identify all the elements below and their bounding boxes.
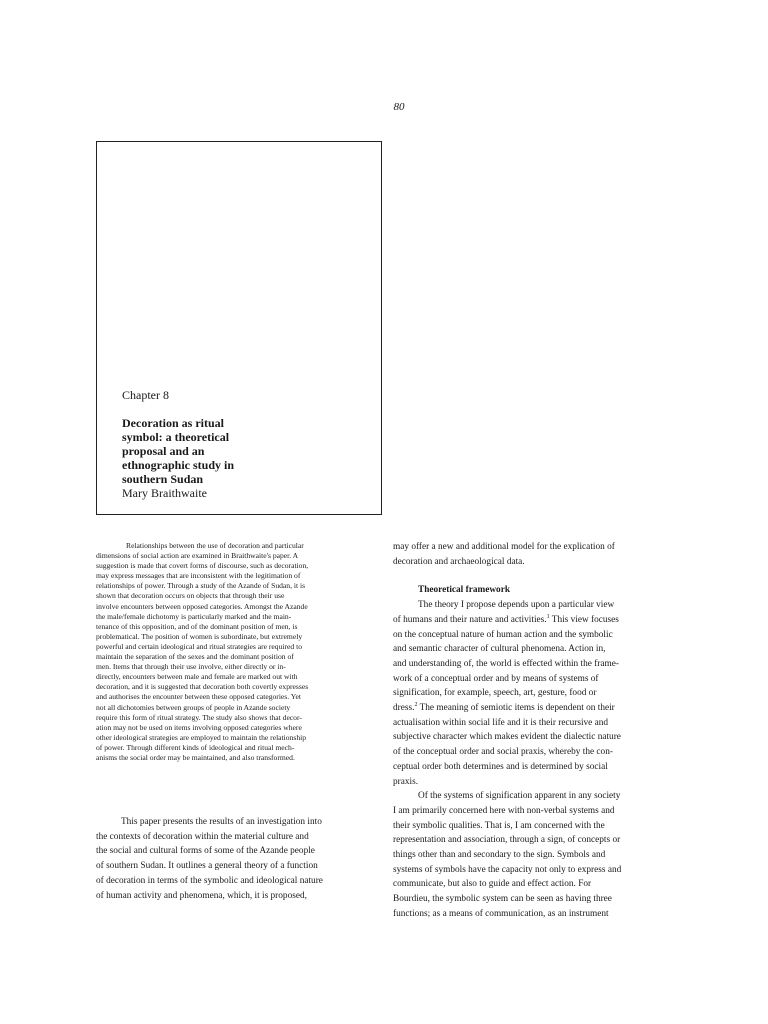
chapter-title-line: Decoration as ritual bbox=[122, 416, 224, 430]
body-text-run: This view focuses bbox=[549, 614, 619, 625]
body-line: on the conceptual nature of human action and the symbolic bbox=[393, 629, 613, 640]
body-line: systems of symbols have the capacity not only to express and bbox=[393, 864, 622, 875]
abstract-line: not all dichotomies between groups of people in Azande society bbox=[96, 702, 291, 712]
abstract-line: require this form of ritual strategy. The study also shows that decor- bbox=[96, 712, 302, 722]
body-line: ceptual order both determines and is determined by social bbox=[393, 761, 608, 772]
chapter-label: Chapter 8 bbox=[122, 388, 169, 402]
body-line bbox=[393, 701, 677, 716]
abstract-line: other ideological strategies are employed to maintain the relationship bbox=[96, 732, 307, 742]
body-line: of human activity and phenomena, which, it is proposed, bbox=[96, 890, 307, 901]
chapter-title-line: southern Sudan bbox=[122, 472, 204, 486]
body-line: the social and cultural forms of some of the Azande people bbox=[96, 846, 315, 857]
body-line: Of the systems of signification apparent in any society bbox=[418, 791, 621, 802]
section-heading: Theoretical framework bbox=[418, 585, 510, 596]
body-line: This paper presents the results of an investigation into bbox=[121, 817, 322, 827]
body-line: of decoration in terms of the symbolic and ideological nature bbox=[96, 875, 323, 886]
body-line: of southern Sudan. It outlines a general theory of a function bbox=[96, 861, 318, 872]
abstract-line: and authorises the encounter between these opposed categories. Yet bbox=[96, 692, 301, 702]
abstract bbox=[96, 541, 380, 763]
body-line: decoration and archaeological data. bbox=[393, 556, 525, 567]
abstract-line: Relationships between the use of decoration and particular bbox=[126, 541, 304, 550]
body-line: subjective character which makes evident the dialectic nature bbox=[393, 732, 621, 743]
body-line: their symbolic qualities. That is, I am concerned with the bbox=[393, 820, 605, 831]
body-line: and semantic character of cultural phenomena. Action in, bbox=[393, 644, 606, 655]
chapter-title bbox=[122, 416, 362, 486]
abstract-line: of power. Through different kinds of ideological and ritual mech- bbox=[96, 742, 295, 752]
body-line: communicate, but also to guide and effect action. For bbox=[393, 879, 592, 890]
body-line: things other than and secondary to the sign. Symbols and bbox=[393, 850, 606, 861]
abstract-line: suggestion is made that covert forms of discourse, such as decoration, bbox=[96, 561, 309, 571]
footnote-ref: 1 bbox=[546, 613, 550, 620]
body-line: and understanding of, the world is effected within the frame- bbox=[393, 658, 619, 669]
chapter-title-line: proposal and an bbox=[122, 444, 205, 458]
abstract-line: maintain the separation of the sexes and the dominant position of bbox=[96, 652, 294, 662]
abstract-line: may express messages that are inconsistent with the legitimation of bbox=[96, 571, 301, 581]
body-line: praxis. bbox=[393, 776, 419, 787]
abstract-line: men. Items that through their use involve, either directly or in- bbox=[96, 662, 286, 672]
body-line: signification, for example, speech, art, gesture, food or bbox=[393, 688, 597, 699]
abstract-line: involve encounters between opposed categories. Amongst the Azande bbox=[96, 601, 308, 611]
body-line: may offer a new and additional model for the explication of bbox=[393, 542, 615, 552]
body-text-run: dress. bbox=[393, 703, 415, 714]
body-text-left bbox=[96, 815, 382, 903]
abstract-line: directly, encounters between male and female are marked out with bbox=[96, 672, 298, 682]
chapter-title-line: ethnographic study in bbox=[122, 458, 235, 472]
abstract-line: powerful and certain ideological and ritual strategies are required to bbox=[96, 641, 302, 651]
body-text-right bbox=[393, 540, 677, 922]
abstract-line: anisms the social order may be maintained, and also transformed. bbox=[96, 752, 295, 762]
abstract-line: problematical. The position of women is subordinate, but extremely bbox=[96, 631, 303, 641]
body-text-run: of humans and their nature and activities. bbox=[393, 614, 547, 625]
body-line: actualisation within social life and it is their recursive and bbox=[393, 717, 609, 728]
chapter-title-box bbox=[96, 141, 382, 515]
abstract-line: ation may not be used on items involving opposed categories where bbox=[96, 722, 302, 732]
body-text-run: The meaning of semiotic items is dependent on their bbox=[417, 703, 615, 714]
body-line: The theory I propose depends upon a particular view bbox=[418, 600, 615, 611]
abstract-line: tenance of this opposition, and of the dominant position of men, is bbox=[96, 621, 298, 631]
body-line: I am primarily concerned here with non-verbal systems and bbox=[393, 805, 615, 816]
abstract-line: relationships of power. Through a study of the Azande of Sudan, it is bbox=[96, 581, 306, 591]
page-number: 80 bbox=[393, 101, 405, 113]
body-line: Bourdieu, the symbolic system can be seen as having three bbox=[393, 894, 612, 905]
chapter-title-line: symbol: a theoretical bbox=[122, 430, 230, 444]
body-line: representation and association, through a sign, of concepts or bbox=[393, 835, 621, 846]
abstract-line: shown that decoration occurs on objects that through their use bbox=[96, 591, 285, 601]
body-line: the contexts of decoration within the material culture and bbox=[96, 831, 309, 842]
abstract-line: decoration, and it is suggested that decoration both covertly expresses bbox=[96, 682, 309, 692]
body-line bbox=[393, 613, 677, 628]
body-line: functions; as a means of communication, as an instrument bbox=[393, 908, 609, 919]
chapter-author: Mary Braithwaite bbox=[122, 486, 207, 500]
abstract-line: the male/female dichotomy is particularly marked and the main- bbox=[96, 611, 292, 621]
body-line: work of a conceptual order and by means of systems of bbox=[393, 673, 599, 684]
footnote-ref: 2 bbox=[414, 701, 418, 708]
body-line: of the conceptual order and social praxis, whereby the con- bbox=[393, 747, 613, 758]
abstract-line: dimensions of social action are examined in Braithwaite's paper. A bbox=[96, 551, 299, 561]
